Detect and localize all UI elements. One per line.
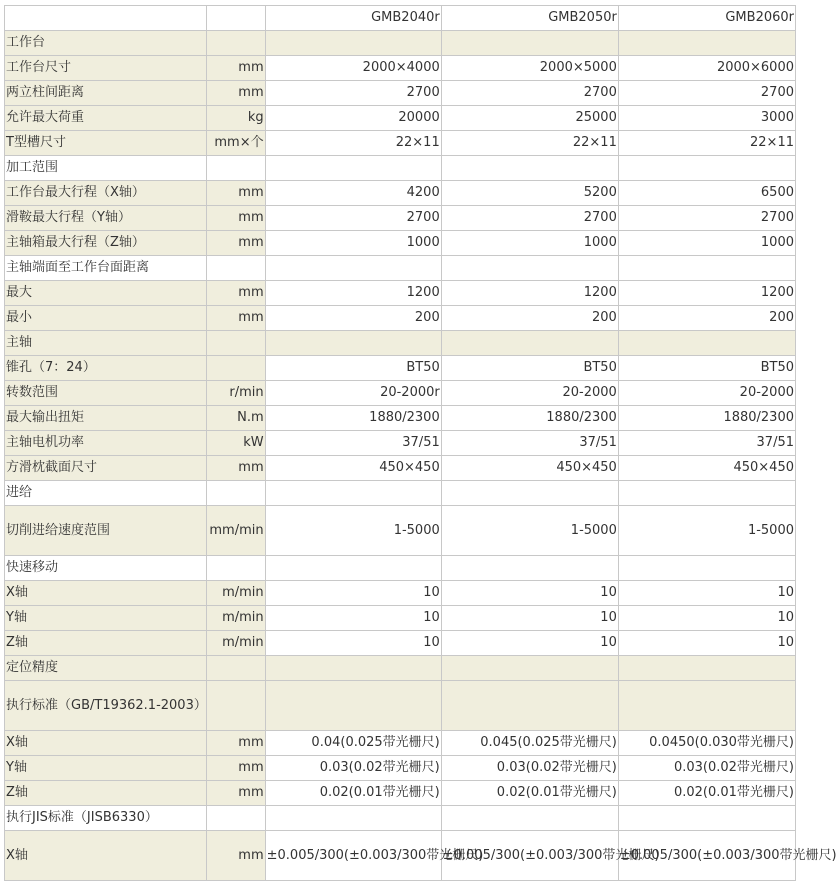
value-cell: 6500 bbox=[618, 181, 795, 206]
value-cell: ±0.005/300(±0.003/300带光栅尺) bbox=[441, 831, 618, 881]
unit-cell: N.m bbox=[207, 406, 265, 431]
param-label: 工作台尺寸 bbox=[5, 56, 207, 81]
param-label: 两立柱间距离 bbox=[5, 81, 207, 106]
empty-cell bbox=[441, 681, 618, 731]
value-cell: 1000 bbox=[265, 231, 441, 256]
value-cell: 20000 bbox=[265, 106, 441, 131]
unit-cell: mm bbox=[207, 306, 265, 331]
empty-cell bbox=[207, 331, 265, 356]
param-label: Z轴 bbox=[5, 781, 207, 806]
value-cell: 0.02(0.01带光栅尺) bbox=[618, 781, 795, 806]
table-row bbox=[5, 281, 796, 306]
unit-cell: mm bbox=[207, 56, 265, 81]
value-cell: BT50 bbox=[441, 356, 618, 381]
empty-cell bbox=[207, 681, 265, 731]
value-cell: 37/51 bbox=[441, 431, 618, 456]
param-label: 滑鞍最大行程（Y轴） bbox=[5, 206, 207, 231]
empty-cell bbox=[207, 806, 265, 831]
value-cell: 1-5000 bbox=[618, 506, 795, 556]
param-label: Z轴 bbox=[5, 631, 207, 656]
value-cell: 1880/2300 bbox=[618, 406, 795, 431]
section-label: 定位精度 bbox=[5, 656, 207, 681]
table-row bbox=[5, 381, 796, 406]
empty-cell bbox=[618, 481, 795, 506]
empty-cell bbox=[618, 256, 795, 281]
table-row bbox=[5, 506, 796, 556]
table-row bbox=[5, 831, 796, 881]
header-param-cell bbox=[5, 6, 207, 31]
value-cell: 0.045(0.025带光栅尺) bbox=[441, 731, 618, 756]
table-row bbox=[5, 106, 796, 131]
value-cell: 22×11 bbox=[441, 131, 618, 156]
param-label: 最大 bbox=[5, 281, 207, 306]
table-row bbox=[5, 81, 796, 106]
value-cell: 2700 bbox=[265, 81, 441, 106]
value-cell: 1880/2300 bbox=[265, 406, 441, 431]
param-label: 工作台最大行程（X轴） bbox=[5, 181, 207, 206]
value-cell: 20-2000 bbox=[441, 381, 618, 406]
table-row bbox=[5, 131, 796, 156]
value-cell: 2700 bbox=[441, 206, 618, 231]
param-label: 最大输出扭矩 bbox=[5, 406, 207, 431]
unit-cell: mm bbox=[207, 281, 265, 306]
unit-cell: mm bbox=[207, 731, 265, 756]
section-row bbox=[5, 481, 796, 506]
empty-cell bbox=[618, 656, 795, 681]
table-row bbox=[5, 431, 796, 456]
value-cell: 450×450 bbox=[265, 456, 441, 481]
value-cell: 10 bbox=[618, 631, 795, 656]
value-cell: 10 bbox=[618, 581, 795, 606]
empty-cell bbox=[441, 806, 618, 831]
section-label: 执行JIS标准（JISB6330） bbox=[5, 806, 207, 831]
unit-cell bbox=[207, 356, 265, 381]
empty-cell bbox=[265, 31, 441, 56]
unit-cell: mm bbox=[207, 206, 265, 231]
value-cell: 10 bbox=[441, 581, 618, 606]
unit-cell: m/min bbox=[207, 581, 265, 606]
value-cell: 0.03(0.02带光栅尺) bbox=[441, 756, 618, 781]
unit-cell: mm bbox=[207, 756, 265, 781]
empty-cell bbox=[207, 256, 265, 281]
unit-cell: m/min bbox=[207, 631, 265, 656]
value-cell: 2000×5000 bbox=[441, 56, 618, 81]
value-cell: 3000 bbox=[618, 106, 795, 131]
value-cell: 2000×6000 bbox=[618, 56, 795, 81]
value-cell: 1000 bbox=[441, 231, 618, 256]
table-row bbox=[5, 231, 796, 256]
value-cell: BT50 bbox=[265, 356, 441, 381]
unit-cell: mm bbox=[207, 231, 265, 256]
value-cell: 1200 bbox=[618, 281, 795, 306]
value-cell: 10 bbox=[265, 631, 441, 656]
value-cell: ±0.005/300(±0.003/300带光栅尺) bbox=[265, 831, 441, 881]
model-header: GMB2060r bbox=[618, 6, 795, 31]
section-row bbox=[5, 156, 796, 181]
value-cell: 0.04(0.025带光栅尺) bbox=[265, 731, 441, 756]
value-cell: 1880/2300 bbox=[441, 406, 618, 431]
value-cell: 4200 bbox=[265, 181, 441, 206]
empty-cell bbox=[207, 156, 265, 181]
header-row bbox=[5, 6, 796, 31]
unit-cell: mm bbox=[207, 456, 265, 481]
value-cell: 25000 bbox=[441, 106, 618, 131]
section-row bbox=[5, 256, 796, 281]
section-label: 主轴端面至工作台面距离 bbox=[5, 256, 207, 281]
param-label: 主轴箱最大行程（Z轴） bbox=[5, 231, 207, 256]
section-label: 执行标准（GB/T19362.1-2003） bbox=[5, 681, 207, 731]
empty-cell bbox=[618, 156, 795, 181]
empty-cell bbox=[618, 681, 795, 731]
value-cell: 10 bbox=[265, 606, 441, 631]
value-cell: 1200 bbox=[441, 281, 618, 306]
empty-cell bbox=[265, 256, 441, 281]
value-cell: 2700 bbox=[618, 206, 795, 231]
section-row bbox=[5, 556, 796, 581]
unit-cell: mm bbox=[207, 181, 265, 206]
section-row bbox=[5, 656, 796, 681]
empty-cell bbox=[441, 256, 618, 281]
table-row bbox=[5, 756, 796, 781]
table-row bbox=[5, 731, 796, 756]
empty-cell bbox=[618, 31, 795, 56]
value-cell: 450×450 bbox=[441, 456, 618, 481]
model-header: GMB2040r bbox=[265, 6, 441, 31]
value-cell: 10 bbox=[265, 581, 441, 606]
table-row bbox=[5, 781, 796, 806]
empty-cell bbox=[265, 156, 441, 181]
param-label: 转数范围 bbox=[5, 381, 207, 406]
table-row bbox=[5, 606, 796, 631]
empty-cell bbox=[441, 656, 618, 681]
section-row bbox=[5, 681, 796, 731]
value-cell: 1000 bbox=[618, 231, 795, 256]
value-cell: 450×450 bbox=[618, 456, 795, 481]
value-cell: 0.02(0.01带光栅尺) bbox=[265, 781, 441, 806]
value-cell: 200 bbox=[618, 306, 795, 331]
param-label: 方滑枕截面尺寸 bbox=[5, 456, 207, 481]
table-row bbox=[5, 356, 796, 381]
empty-cell bbox=[441, 331, 618, 356]
value-cell: 22×11 bbox=[265, 131, 441, 156]
param-label: 允许最大荷重 bbox=[5, 106, 207, 131]
empty-cell bbox=[441, 556, 618, 581]
section-label: 加工范围 bbox=[5, 156, 207, 181]
value-cell: 2000×4000 bbox=[265, 56, 441, 81]
value-cell: BT50 bbox=[618, 356, 795, 381]
value-cell: 2700 bbox=[441, 81, 618, 106]
unit-cell: r/min bbox=[207, 381, 265, 406]
unit-cell: kg bbox=[207, 106, 265, 131]
value-cell: 0.0450(0.030带光栅尺) bbox=[618, 731, 795, 756]
empty-cell bbox=[207, 31, 265, 56]
table-row bbox=[5, 306, 796, 331]
section-row bbox=[5, 331, 796, 356]
value-cell: 2700 bbox=[265, 206, 441, 231]
value-cell: 20-2000 bbox=[618, 381, 795, 406]
param-label: Y轴 bbox=[5, 756, 207, 781]
empty-cell bbox=[265, 806, 441, 831]
unit-cell: mm bbox=[207, 81, 265, 106]
empty-cell bbox=[265, 656, 441, 681]
empty-cell bbox=[618, 556, 795, 581]
value-cell: ±0.005/300(±0.003/300带光栅尺) bbox=[618, 831, 795, 881]
param-label: X轴 bbox=[5, 581, 207, 606]
empty-cell bbox=[265, 481, 441, 506]
empty-cell bbox=[265, 331, 441, 356]
value-cell: 10 bbox=[441, 606, 618, 631]
unit-cell: mm/min bbox=[207, 506, 265, 556]
empty-cell bbox=[441, 31, 618, 56]
section-label: 进给 bbox=[5, 481, 207, 506]
header-unit-cell bbox=[207, 6, 265, 31]
param-label: Y轴 bbox=[5, 606, 207, 631]
value-cell: 22×11 bbox=[618, 131, 795, 156]
value-cell: 20-2000r bbox=[265, 381, 441, 406]
section-label: 快速移动 bbox=[5, 556, 207, 581]
empty-cell bbox=[207, 656, 265, 681]
empty-cell bbox=[207, 556, 265, 581]
value-cell: 0.02(0.01带光栅尺) bbox=[441, 781, 618, 806]
value-cell: 1-5000 bbox=[441, 506, 618, 556]
value-cell: 0.03(0.02带光栅尺) bbox=[618, 756, 795, 781]
empty-cell bbox=[265, 681, 441, 731]
unit-cell: m/min bbox=[207, 606, 265, 631]
value-cell: 1200 bbox=[265, 281, 441, 306]
value-cell: 1-5000 bbox=[265, 506, 441, 556]
table-row bbox=[5, 456, 796, 481]
unit-cell: kW bbox=[207, 431, 265, 456]
value-cell: 2700 bbox=[618, 81, 795, 106]
empty-cell bbox=[441, 481, 618, 506]
value-cell: 200 bbox=[441, 306, 618, 331]
value-cell: 200 bbox=[265, 306, 441, 331]
value-cell: 37/51 bbox=[618, 431, 795, 456]
table-row bbox=[5, 581, 796, 606]
empty-cell bbox=[265, 556, 441, 581]
section-row bbox=[5, 806, 796, 831]
param-label: X轴 bbox=[5, 731, 207, 756]
value-cell: 0.03(0.02带光栅尺) bbox=[265, 756, 441, 781]
value-cell: 5200 bbox=[441, 181, 618, 206]
table-row bbox=[5, 631, 796, 656]
empty-cell bbox=[618, 806, 795, 831]
value-cell: 10 bbox=[441, 631, 618, 656]
table-row bbox=[5, 406, 796, 431]
param-label: X轴 bbox=[5, 831, 207, 881]
empty-cell bbox=[441, 156, 618, 181]
table-row bbox=[5, 56, 796, 81]
unit-cell: mm bbox=[207, 781, 265, 806]
param-label: T型槽尺寸 bbox=[5, 131, 207, 156]
model-header: GMB2050r bbox=[441, 6, 618, 31]
value-cell: 37/51 bbox=[265, 431, 441, 456]
empty-cell bbox=[207, 481, 265, 506]
empty-cell bbox=[618, 331, 795, 356]
param-label: 切削进给速度范围 bbox=[5, 506, 207, 556]
param-label: 主轴电机功率 bbox=[5, 431, 207, 456]
table-row bbox=[5, 181, 796, 206]
value-cell: 10 bbox=[618, 606, 795, 631]
unit-cell: mm×个 bbox=[207, 131, 265, 156]
spec-table bbox=[4, 5, 837, 881]
table-row bbox=[5, 206, 796, 231]
unit-cell: mm bbox=[207, 831, 265, 881]
section-label: 主轴 bbox=[5, 331, 207, 356]
section-label: 工作台 bbox=[5, 31, 207, 56]
param-label: 最小 bbox=[5, 306, 207, 331]
param-label: 锥孔（7：24） bbox=[5, 356, 207, 381]
section-row bbox=[5, 31, 796, 56]
